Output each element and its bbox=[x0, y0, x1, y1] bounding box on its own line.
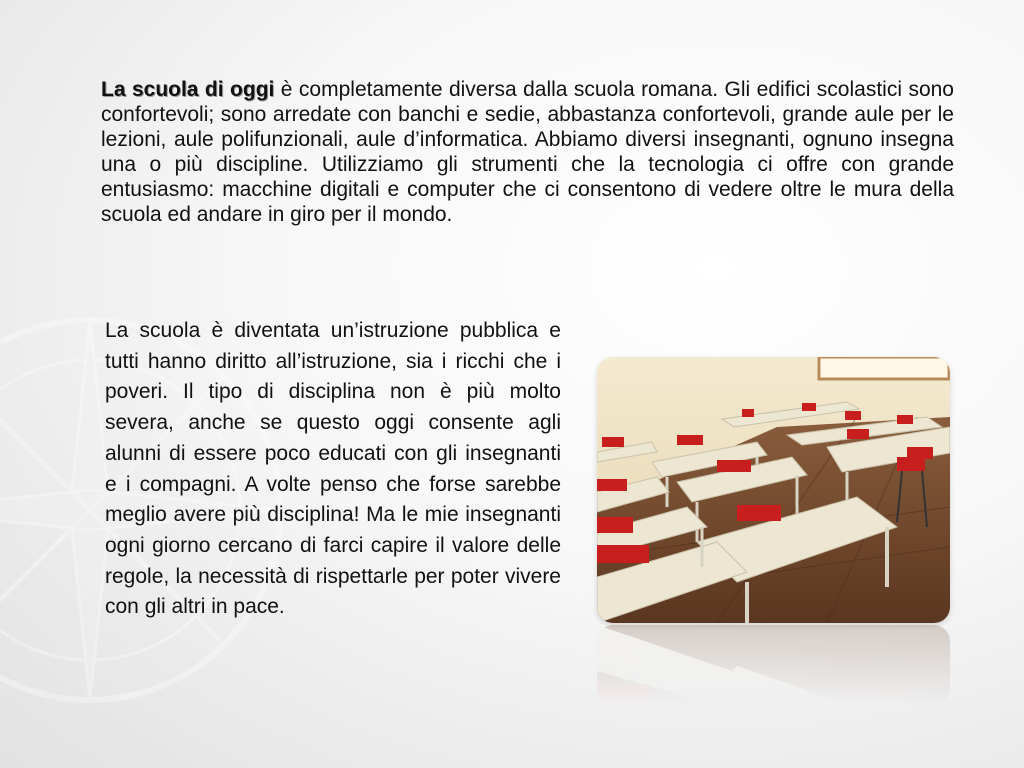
classroom-photo-frame bbox=[597, 357, 950, 623]
body-paragraph: La scuola è diventata un’istruzione pubblica e tutti hanno diritto all’istruzione, sia i ricchi che i poveri. Il tipo di disciplina non è più molto severa, anche se questo oggi consente agli alunni di essere poco educati con gli insegnanti e i compagni. A volte penso che forse sarebbe meglio avere più disciplina! Ma le mie insegnanti ogni giorno cercano di farci capire il valore delle regole, la necessità di rispettarle per poter vivere con gli altri in pace. bbox=[105, 319, 561, 619]
intro-bold-lead: La scuola di oggi bbox=[101, 78, 275, 101]
classroom-photo bbox=[597, 357, 950, 623]
intro-text: è completamente diversa dalla scuola romana. Gli edifici scolastici sono confortevoli; sono arredate con banchi e sedie, abbastanza confortevoli, grande aule per le lezioni, aule polifunzionali, aule d’informatica. Abbiamo diversi insegnanti, ognuno insegna una o più discipline. Utilizziamo gli strumenti che la tecnologia ci offre con grande entusiasmo: macchine digitali e computer che ci consentono di vedere oltre le mura della scuola ed andare in giro per il mondo. bbox=[101, 78, 954, 226]
classroom-photo-reflection bbox=[597, 625, 950, 705]
intro-paragraph bbox=[101, 77, 954, 227]
